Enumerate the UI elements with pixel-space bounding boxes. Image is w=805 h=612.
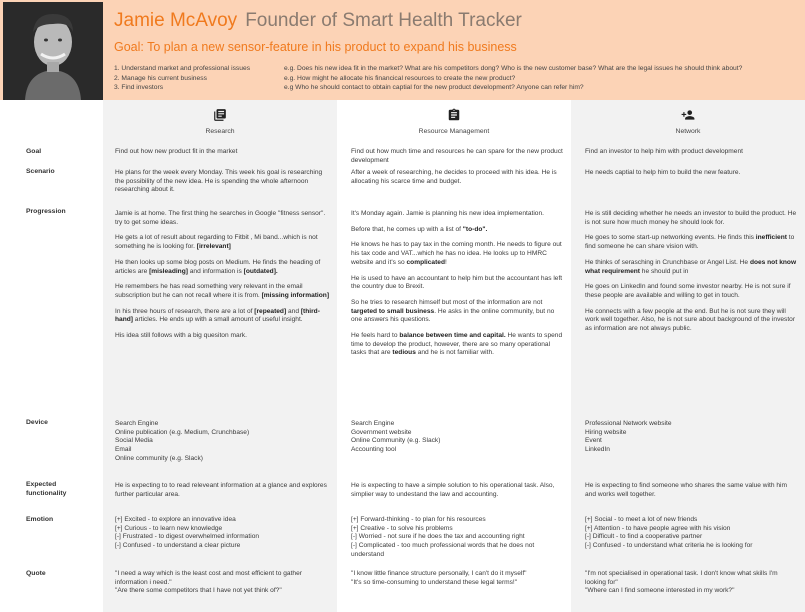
device-network	[585, 420, 798, 455]
emotion-item: [-] Complicated - too much professional words that he does not understand	[351, 542, 535, 558]
quote-item: "Are there some competitors that I have not yet think of?"	[115, 587, 282, 595]
progression-paragraph: Jamie is at home. The first thing he searches in Google "fitness sensor". try to get some ideas.	[115, 210, 326, 226]
progression-paragraph: He then looks up some blog posts on Medium. He finds the heading of articles are [misleading] and information is [outdated].	[115, 258, 321, 275]
scenario-network: He needs captial to help him to build the new feature.	[585, 169, 741, 176]
emotion-item: [-] Confused - to understand a clear picture	[115, 542, 241, 550]
network-column-label: Network	[675, 128, 701, 135]
row-label-emotion: Emotion	[26, 516, 54, 523]
progression-paragraph: Before that, he comes up with a list of "to-do".	[351, 225, 488, 233]
device-item: Online Community (e.g. Slack)	[351, 437, 441, 445]
example-item: e.g. How might he allocate his financical resources to create the new product?	[284, 74, 516, 82]
device-research	[115, 420, 330, 464]
progression-paragraph: In his three hours of research, there are a lot of [repeated] and [third-hand] articles. He ends up with a small amount of useful insight.	[115, 307, 320, 324]
emotion-item: [-] Frustrated - to digest overwhelmed information	[115, 533, 260, 541]
goal-resource: Find out how much time and resources he can spare for the new product development	[351, 148, 563, 164]
resource-column-header	[337, 108, 571, 137]
progression-paragraph: He knows he has to pay tax in the coming month. He needs to figure out his tax code and VAT...which he has no idea. He looks up to HMRC website and it's so complicated!	[351, 241, 562, 266]
scenario-resource: After a week of researching, he decides to proceed with his idea. He is allocating his scarce time and budget.	[351, 169, 557, 185]
device-item: Search Engine	[351, 420, 395, 427]
device-item: Event	[585, 437, 602, 445]
persona-role: Founder of Smart Health Tracker	[245, 10, 522, 31]
persona-photo	[3, 2, 103, 100]
persona-examples	[284, 64, 802, 93]
emotion-item: [+] Creative - to solve his problems	[351, 524, 453, 532]
network-column-header	[571, 108, 805, 137]
emotion-item: [-] Worried - not sure if he does the tax and accounting right	[351, 533, 525, 541]
progression-paragraph: He connects with a few people at the end. But he is not sure they will work well together. Also, he is not sure about background of the investor as information are not always public.	[585, 307, 796, 333]
expected-research: He is expecting to to read releveant information at a glance and explores further particular area.	[115, 482, 327, 498]
task-item: 3. Find investors	[114, 84, 164, 92]
quote-network	[585, 570, 798, 596]
persona-header	[0, 0, 805, 100]
progression-paragraph: His idea still follows with a big quesiton mark.	[115, 332, 247, 340]
emotion-item: [+] Curious - to learn new knowledge	[115, 524, 223, 532]
device-resource	[351, 420, 563, 455]
emotion-item: [-] Confused - to understand what criteria he is looking for	[585, 542, 753, 550]
goal-research: Find out how new product fit in the market	[115, 148, 238, 155]
row-label-goal: Goal	[26, 148, 42, 155]
device-item: Government website	[351, 428, 412, 436]
emotion-item: [+] Forward-thinking - to plan for his resources	[351, 516, 486, 523]
progression-paragraph: It's Monday again. Jamie is planning his new idea implementation.	[351, 210, 544, 217]
row-label-progression: Progression	[26, 208, 66, 215]
quote-item: "I know little finance structure personally, I can't do it myself"	[351, 570, 527, 577]
device-item: Social Media	[115, 437, 153, 445]
quote-item: "Where can I find someone interested in my work?"	[585, 587, 735, 595]
task-item: 2. Manage his current business	[114, 74, 207, 82]
row-label-device: Device	[26, 419, 48, 426]
expected-network: He is expecting to find someone who shares the same value with him and works well together.	[585, 482, 787, 498]
persona-name: Jamie McAvoy	[114, 10, 238, 31]
emotion-item: [-] Difficult - to find a cooperative partner	[585, 533, 703, 541]
progression-paragraph: So he tries to research himself but most of the information are not targeted to small business. He asks in the online community, but no one answers his questions.	[351, 298, 555, 324]
persona-goal: Goal: To plan a new sensor-feature in his product to expand his business	[114, 40, 517, 54]
quote-item: "I'm not specialised in operational task. I don't know what skills I'm looking for"	[585, 570, 778, 586]
device-item: Online publication (e.g. Medium, Crunchbase)	[115, 428, 250, 436]
progression-paragraph: He feels hard to balance between time and capital. He wants to spend time to develop the product, however, there are so many operational tasks that are tedious and he is not familiar with.	[351, 332, 563, 357]
row-label-expected: Expected functionality	[26, 481, 67, 497]
person-add-icon	[681, 108, 695, 122]
progression-resource	[351, 210, 563, 358]
example-item: e.g Who he should contact to obtain captial for the new product development? Anyone can refer him?	[284, 84, 584, 92]
device-item: Search Engine	[115, 420, 159, 427]
device-item: Online community (e.g. Slack)	[115, 454, 203, 462]
device-item: Hiring website	[585, 428, 627, 436]
persona-name-line	[114, 11, 522, 30]
progression-paragraph: He thinks of serasching in Crunchbase or Angel List. He does not know what requirement he should put in	[585, 258, 797, 275]
progression-paragraph: He gets a lot of result about regarding to Fitbit , Mi band...which is not something he is looking for. [irrelevant]	[115, 234, 318, 251]
device-item: Professional Network website	[585, 420, 672, 427]
quote-research	[115, 570, 330, 596]
device-item: LinkedIn	[585, 446, 610, 454]
device-item: Email	[115, 446, 132, 454]
progression-network	[585, 210, 798, 334]
persona-photo-illustration	[3, 2, 103, 100]
progression-paragraph: He is used to have an accountant to help him but the accountant has left the country due to Brexit.	[351, 274, 563, 291]
scenario-research: He plans for the week every Monday. This week his goal is researching the possibility of the new idea. He is spending the whole afternoon researching about it.	[115, 169, 323, 194]
task-item: 1. Understand market and professional issues	[114, 65, 251, 72]
progression-paragraph: He goes to some start-up networking events. He finds this inefficient to find someone he can share vision with.	[585, 234, 795, 251]
quote-resource	[351, 570, 563, 587]
research-column-header	[103, 108, 337, 137]
research-column-label: Research	[205, 128, 235, 135]
emotion-resource	[351, 516, 563, 560]
progression-paragraph: He remembers he has read something very relevant in the email subscription but he can not recall where it is from. [missing information]	[115, 283, 330, 299]
library-books-icon	[213, 108, 227, 122]
progression-research	[115, 210, 330, 341]
progression-paragraph: He goes on LinkedIn and found some investor nearby. He is not sure if these people are available and willing to get in touch.	[585, 283, 791, 299]
quote-item: "It's so time-consuming to understand these legal terms!"	[351, 578, 518, 586]
emotion-item: [+] Excited - to explore an innovative idea	[115, 516, 236, 523]
quote-item: "I need a way which is the least cost and most efficient to gather information i need."	[115, 570, 302, 586]
progression-paragraph: He is still deciding whether he needs an investor to build the product. He is not sure how much money he should look for.	[585, 210, 797, 226]
row-label-quote: Quote	[26, 570, 46, 577]
device-item: Accounting tool	[351, 446, 397, 454]
goal-network: Find an investor to help him with product development	[585, 148, 743, 155]
persona-tasks	[114, 64, 284, 93]
resource-column-label: Resource Management	[418, 128, 490, 135]
emotion-item: [+] Attention - to have people agree with his vision	[585, 524, 731, 532]
emotion-network	[585, 516, 798, 551]
clipboard-list-icon	[447, 108, 461, 122]
emotion-item: [+] Social - to meet a lot of new friends	[585, 516, 698, 523]
emotion-research	[115, 516, 330, 551]
expected-resource: He is expecting to have a simple solution to his operational task. Also, simplier way to undestand the law and accounting.	[351, 482, 555, 498]
example-item: e.g. Does his new idea fit in the market? What are his competitors dong? Who is the new customer base? What are the legal issues he should think about?	[284, 65, 743, 72]
row-label-scenario: Scenario	[26, 168, 55, 175]
